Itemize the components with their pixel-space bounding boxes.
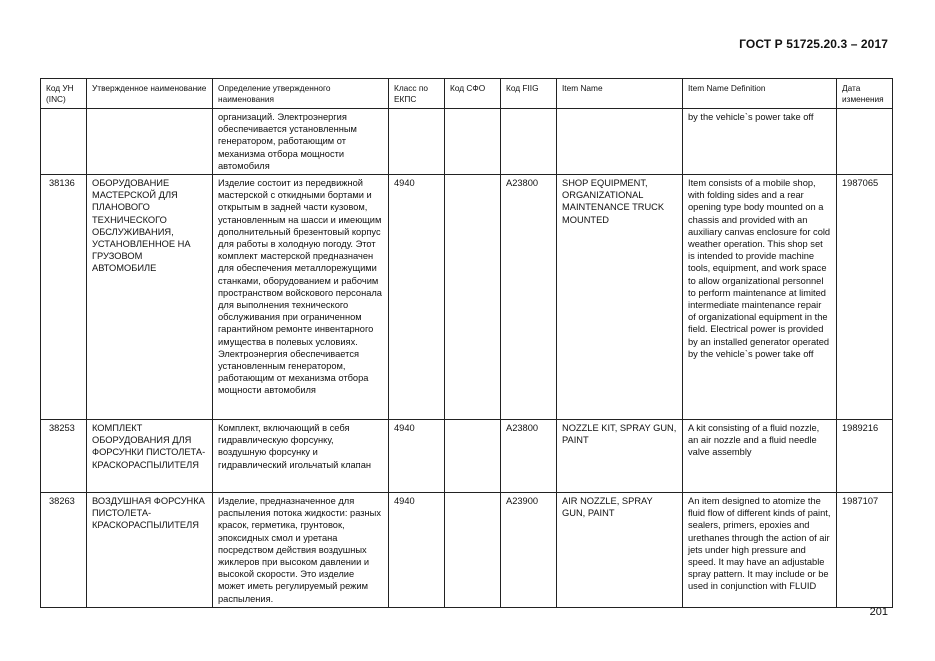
- column-header-fiig-code: Код FIIG: [501, 79, 557, 109]
- cell-name-ru: ОБОРУДОВАНИЕ МАСТЕРСКОЙ ДЛЯ ПЛАНОВОГО ТЕХНИЧЕСКОГО ОБСЛУЖИВАНИЯ, УСТАНОВЛЕННОЕ НА ГРУЗОВОМ АВТОМОБИЛЕ: [87, 175, 213, 420]
- table-row: [41, 175, 893, 420]
- cell-item-definition: A kit consisting of a fluid nozzle, an air nozzle and a fluid needle valve assembly: [683, 420, 837, 493]
- cell-code: [41, 109, 87, 175]
- column-header-definition-ru: Определение утвержденного наименования: [213, 79, 389, 109]
- cell-name-ru: КОМПЛЕКТ ОБОРУДОВАНИЯ ДЛЯ ФОРСУНКИ ПИСТОЛЕТА-КРАСКОРАСПЫЛИТЕЛЯ: [87, 420, 213, 493]
- cell-fiig-code: A23800: [501, 175, 557, 420]
- cell-sfo-code: [445, 493, 501, 608]
- cell-item-name: SHOP EQUIPMENT, ORGANIZATIONAL MAINTENANCE TRUCK MOUNTED: [557, 175, 683, 420]
- cell-change-date: 1987065: [837, 175, 893, 420]
- page-number: 201: [869, 606, 888, 618]
- cell-item-definition: Item consists of a mobile shop, with folding sides and a rear opening type body mounted on a chassis and provided with an auxiliary canvas enclosure for cold weather operation. This shop set is intended to provide machine tools, equipment, and work space to allow organizational personnel to perform maintenance at limited intermediate maintenance repair of organizational equipment in the field. Electrical power is provided by an installed generator operated by the vehicle`s power take off: [683, 175, 837, 420]
- cell-ekps-class: 4940: [389, 175, 445, 420]
- cell-sfo-code: [445, 175, 501, 420]
- cell-item-name: [557, 109, 683, 175]
- table-header-row: [41, 79, 893, 109]
- cell-code: 38253: [41, 420, 87, 493]
- column-header-change-date: Дата изменения: [837, 79, 893, 109]
- cell-name-ru: ВОЗДУШНАЯ ФОРСУНКА ПИСТОЛЕТА-КРАСКОРАСПЫЛИТЕЛЯ: [87, 493, 213, 608]
- cell-item-definition: An item designed to atomize the fluid flow of different kinds of paint, sealers, primers, epoxies and urethanes through the action of air jets under high pressure and speed. It may have an adjustable spray pattern. It may include or be used in conjunction with FLUID: [683, 493, 837, 608]
- cell-definition-ru: Изделие, предназначенное для распыления потока жидкости: разных красок, герметика, грунтовок, эпоксидных смол и уретана посредством действия воздушных жиклеров при высоком давлении и высокой скорости. Это изделие может иметь регулируемый режим распыления.: [213, 493, 389, 608]
- cell-item-name: AIR NOZZLE, SPRAY GUN, PAINT: [557, 493, 683, 608]
- cell-name-ru: [87, 109, 213, 175]
- column-header-sfo-code: Код СФО: [445, 79, 501, 109]
- document-standard-header: ГОСТ Р 51725.20.3 – 2017: [739, 37, 888, 51]
- table-row: [41, 420, 893, 493]
- cell-definition-ru: организаций. Электроэнергия обеспечивается установленным генератором, работающим от механизма отбора мощности автомобиля: [213, 109, 389, 175]
- cell-change-date: 1989216: [837, 420, 893, 493]
- column-header-item-name: Item Name: [557, 79, 683, 109]
- cell-sfo-code: [445, 109, 501, 175]
- column-header-name-ru: Утвержденное наименование: [87, 79, 213, 109]
- cell-ekps-class: 4940: [389, 420, 445, 493]
- cell-change-date: [837, 109, 893, 175]
- cell-change-date: 1987107: [837, 493, 893, 608]
- column-header-code: Код УН (INC): [41, 79, 87, 109]
- cell-sfo-code: [445, 420, 501, 493]
- cell-ekps-class: [389, 109, 445, 175]
- cell-fiig-code: [501, 109, 557, 175]
- cell-code: 38136: [41, 175, 87, 420]
- cell-item-name: NOZZLE KIT, SPRAY GUN, PAINT: [557, 420, 683, 493]
- column-header-ekps-class: Класс по ЕКПС: [389, 79, 445, 109]
- column-header-item-definition: Item Name Definition: [683, 79, 837, 109]
- cell-fiig-code: A23900: [501, 493, 557, 608]
- table-row: [41, 109, 893, 175]
- catalog-table: [40, 78, 893, 608]
- cell-fiig-code: A23800: [501, 420, 557, 493]
- cell-definition-ru: Изделие состоит из передвижной мастерской с откидными бортами и открытым в задней части кузовом, установленным на шасси и имеющим дополнительный брезентовый корпус для работы в холодную погоду. Этот комплект мастерской предназначен для обеспечения металлорежущими станками, оборудованием и рабочим пространством войскового персонала для выполнения технического обслуживания при ограниченном гарантийном ремонте инвентарного имущества в полевых условиях. Электроэнергия обеспечивается установленным генератором, работающим от механизма отбора мощности автомобиля: [213, 175, 389, 420]
- cell-definition-ru: Комплект, включающий в себя гидравлическую форсунку, воздушную форсунку и гидравлический игольчатый клапан: [213, 420, 389, 493]
- cell-item-definition: by the vehicle`s power take off: [683, 109, 837, 175]
- cell-ekps-class: 4940: [389, 493, 445, 608]
- cell-code: 38263: [41, 493, 87, 608]
- table-row: [41, 493, 893, 608]
